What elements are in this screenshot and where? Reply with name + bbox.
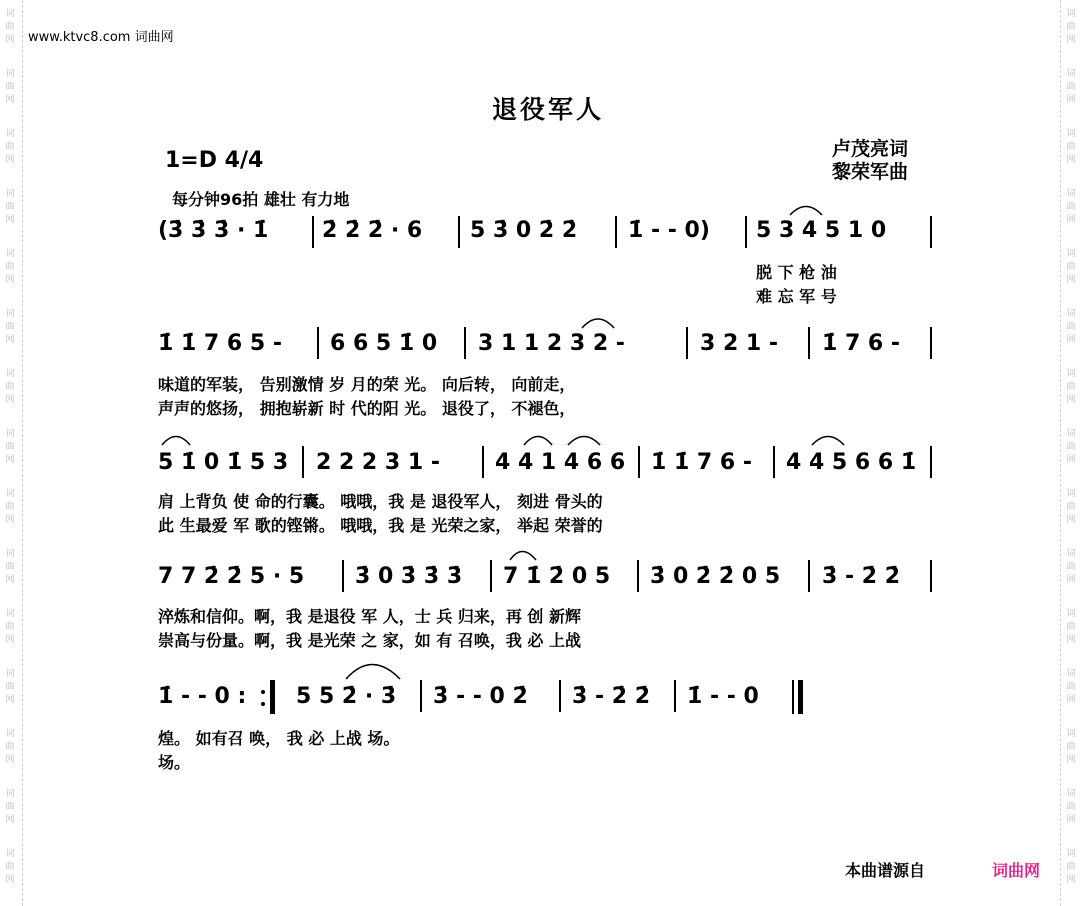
watermark-char: 曲 xyxy=(5,82,15,92)
watermark-char: 词 xyxy=(5,729,15,739)
watermark-char: 曲 xyxy=(5,622,15,632)
watermark-char: 网 xyxy=(1066,155,1076,165)
watermark-char: 曲 xyxy=(1066,442,1076,452)
watermark-char: 词 xyxy=(1066,609,1076,619)
slur xyxy=(524,437,552,446)
watermark-char: 曲 xyxy=(1066,82,1076,92)
watermark-char: 网 xyxy=(5,35,15,45)
watermark-char: 词 xyxy=(1066,849,1076,859)
measure-23: 3̇ - - 0 2̇ xyxy=(433,684,528,709)
watermark-char: 词 xyxy=(5,309,15,319)
slur xyxy=(812,437,844,446)
measure-20: 3̇ - 2̇ 2̇ xyxy=(822,564,901,589)
slur xyxy=(346,665,400,680)
watermark-char: 词 xyxy=(5,549,15,559)
watermark-char: 曲 xyxy=(1066,622,1076,632)
watermark-char: 曲 xyxy=(5,382,15,392)
measure-5: 5 3 4 5 1 0 xyxy=(756,218,887,243)
watermark-char: 曲 xyxy=(1066,142,1076,152)
watermark-char: 网 xyxy=(5,335,15,345)
watermark-char: 网 xyxy=(5,575,15,585)
watermark-char: 曲 xyxy=(1066,802,1076,812)
measure-25: 1̇ - - 0 xyxy=(687,684,759,709)
measure-7: 6 6 5 1̇ 0 xyxy=(330,331,438,356)
watermark-char: 网 xyxy=(1066,275,1076,285)
watermark-char: 网 xyxy=(1066,755,1076,765)
lyric-verse-1: 脱 下 枪 油 xyxy=(756,263,837,282)
watermark-char: 网 xyxy=(5,515,15,525)
measure-13: 4 4 1 4 6 6 xyxy=(495,450,626,475)
watermark-char: 网 xyxy=(5,875,15,885)
watermark-char: 曲 xyxy=(5,262,15,272)
watermark-char: 网 xyxy=(5,275,15,285)
watermark-char: 曲 xyxy=(5,202,15,212)
watermark-char: 曲 xyxy=(5,862,15,872)
lyric-verse-2: 此 生最爱 军 歌的铿锵。 哦哦，我 是 光荣之家， 举起 荣誉的 xyxy=(158,516,603,535)
watermark-char: 词 xyxy=(5,429,15,439)
measure-11: 5 1̇ 0 1̇ 5 3 xyxy=(158,450,289,475)
lyric-verse-1: 煌。 如有召 唤， 我 必 上战 场。 xyxy=(158,729,400,748)
watermark-char: 曲 xyxy=(1066,202,1076,212)
watermark-char: 词 xyxy=(1066,729,1076,739)
watermark-char: 词 xyxy=(5,609,15,619)
measure-19: 3̇ 0 2̇ 2̇ 0 5 xyxy=(650,564,781,589)
watermark-char: 网 xyxy=(1066,335,1076,345)
watermark-char: 网 xyxy=(5,395,15,405)
slur xyxy=(790,207,822,216)
watermark-char: 词 xyxy=(5,789,15,799)
watermark-char: 网 xyxy=(5,755,15,765)
watermark-char: 曲 xyxy=(1066,742,1076,752)
measure-4: 1̇ - - 0) xyxy=(628,218,710,243)
measure-6: 1̇ 1̇ 7 6 5 - xyxy=(158,331,282,356)
watermark-char: 网 xyxy=(5,455,15,465)
watermark-char: 网 xyxy=(1066,215,1076,225)
watermark-char: 网 xyxy=(5,815,15,825)
source-label: 本曲谱源自 xyxy=(845,861,926,880)
lyric-verse-1: 肩 上背负 使 命的行囊。 哦哦，我 是 退役军人， 刻进 骨头的 xyxy=(158,492,603,511)
watermark-char: 曲 xyxy=(5,682,15,692)
watermark-char: 网 xyxy=(1066,95,1076,105)
watermark-char: 网 xyxy=(1066,695,1076,705)
measure-16: 7 7 2̇ 2̇ 5 · 5 xyxy=(158,564,305,589)
watermark-char: 曲 xyxy=(5,802,15,812)
lyric-verse-1: 淬炼和信仰。啊，我 是退役 军 人，士 兵 归来，再 创 新辉 xyxy=(158,607,581,626)
watermark-char: 网 xyxy=(5,695,15,705)
watermark-char: 网 xyxy=(5,635,15,645)
brand-link[interactable]: 词曲网 xyxy=(992,861,1041,880)
watermark-char: 曲 xyxy=(1066,682,1076,692)
measure-3: 5 3̇ 0 2̇ 2̇ xyxy=(470,218,578,243)
lyric-verse-2: 难 忘 军 号 xyxy=(756,287,837,306)
measure-12: 2 2 2 3 1 - xyxy=(316,450,440,475)
key-signature: 1=D 4/4 xyxy=(165,148,264,173)
watermark-char: 词 xyxy=(1066,669,1076,679)
watermark-char: 网 xyxy=(5,95,15,105)
watermark-char: 曲 xyxy=(5,562,15,572)
watermark-char: 网 xyxy=(1066,35,1076,45)
watermark-char: 词 xyxy=(1066,489,1076,499)
slur xyxy=(510,552,536,561)
watermark-char: 网 xyxy=(1066,575,1076,585)
slur xyxy=(568,437,600,446)
watermark-char: 曲 xyxy=(1066,322,1076,332)
watermark-char: 网 xyxy=(1066,635,1076,645)
composer-credit: 黎荣军曲 xyxy=(832,161,909,183)
watermark-char: 曲 xyxy=(5,442,15,452)
watermark-char: 词 xyxy=(1066,369,1076,379)
watermark-char: 网 xyxy=(1066,875,1076,885)
watermark-char: 网 xyxy=(1066,815,1076,825)
measure-18: 7 1̇ 2̇ 0 5 xyxy=(503,564,611,589)
watermark-char: 曲 xyxy=(1066,382,1076,392)
watermark-char: 曲 xyxy=(1066,502,1076,512)
watermark-char: 曲 xyxy=(5,142,15,152)
watermark-char: 词 xyxy=(1066,789,1076,799)
measure-14: 1̇ 1̇ 7 6 - xyxy=(651,450,752,475)
watermark-char: 网 xyxy=(1066,395,1076,405)
lyric-verse-2: 场。 xyxy=(158,753,191,772)
tempo-marking: 每分钟96拍 雄壮 有力地 xyxy=(172,190,350,209)
measure-1: (3̇ 3̇ 3̇ · 1̇ xyxy=(158,218,269,243)
watermark-char: 词 xyxy=(1066,69,1076,79)
watermark-char: 词 xyxy=(1066,189,1076,199)
measure-2: 2̇ 2̇ 2̇ · 6 xyxy=(322,218,423,243)
lyric-verse-1: 味道的军装， 告别激情 岁 月的荣 光。 向后转， 向前走， xyxy=(158,375,576,394)
watermark-char: 词 xyxy=(5,489,15,499)
watermark-char: 词 xyxy=(5,669,15,679)
watermark-char: 词 xyxy=(1066,9,1076,19)
watermark-char: 曲 xyxy=(5,22,15,32)
measure-8: 3 1 1 2 3 2 - xyxy=(478,331,625,356)
watermark-char: 词 xyxy=(5,369,15,379)
measure-10: 1̇ 7 6 - xyxy=(822,331,901,356)
measure-17: 3̇ 0 3̇ 3̇ 3̇ xyxy=(355,564,463,589)
measure-15: 4 4 5 6 6 1̇ xyxy=(786,450,917,475)
slur xyxy=(582,319,614,328)
watermark-char: 词 xyxy=(1066,249,1076,259)
watermark-char: 曲 xyxy=(1066,262,1076,272)
watermark-char: 词 xyxy=(1066,309,1076,319)
watermark-char: 网 xyxy=(5,215,15,225)
watermark-char: 词 xyxy=(5,9,15,19)
lyricist-credit: 卢茂亮词 xyxy=(832,138,909,160)
watermark-char: 词 xyxy=(1066,129,1076,139)
measure-24: 3̇ - 2̇ 2̇ xyxy=(572,684,651,709)
watermark-char: 网 xyxy=(1066,455,1076,465)
measure-9: 3 2 1 - xyxy=(700,331,779,356)
watermark-char: 网 xyxy=(5,155,15,165)
lyric-verse-2: 崇高与份量。啊，我 是光荣 之 家，如 有 召唤，我 必 上战 xyxy=(158,631,581,650)
watermark-char: 曲 xyxy=(5,322,15,332)
watermark-char: 曲 xyxy=(1066,22,1076,32)
watermark-char: 词 xyxy=(5,69,15,79)
measure-22: 5 5 2̇ · 3̇ xyxy=(296,684,397,709)
watermark-char: 词 xyxy=(1066,429,1076,439)
lyric-verse-2: 声声的悠扬， 拥抱崭新 时 代的阳 光。 退役了， 不褪色， xyxy=(158,399,576,418)
song-title: 退役军人 xyxy=(492,95,605,124)
slur xyxy=(162,437,190,446)
watermark-char: 词 xyxy=(5,189,15,199)
watermark-char: 词 xyxy=(5,129,15,139)
measure-21: 1̇ - - 0 : xyxy=(158,684,247,709)
watermark-char: 词 xyxy=(5,249,15,259)
watermark-char: 曲 xyxy=(5,742,15,752)
watermark-char: 曲 xyxy=(5,502,15,512)
watermark-char: 网 xyxy=(1066,515,1076,525)
site-header[interactable]: www.ktvc8.com 词曲网 xyxy=(28,30,174,45)
watermark-char: 曲 xyxy=(1066,562,1076,572)
watermark-char: 曲 xyxy=(1066,862,1076,872)
watermark-char: 词 xyxy=(1066,549,1076,559)
watermark-char: 词 xyxy=(5,849,15,859)
